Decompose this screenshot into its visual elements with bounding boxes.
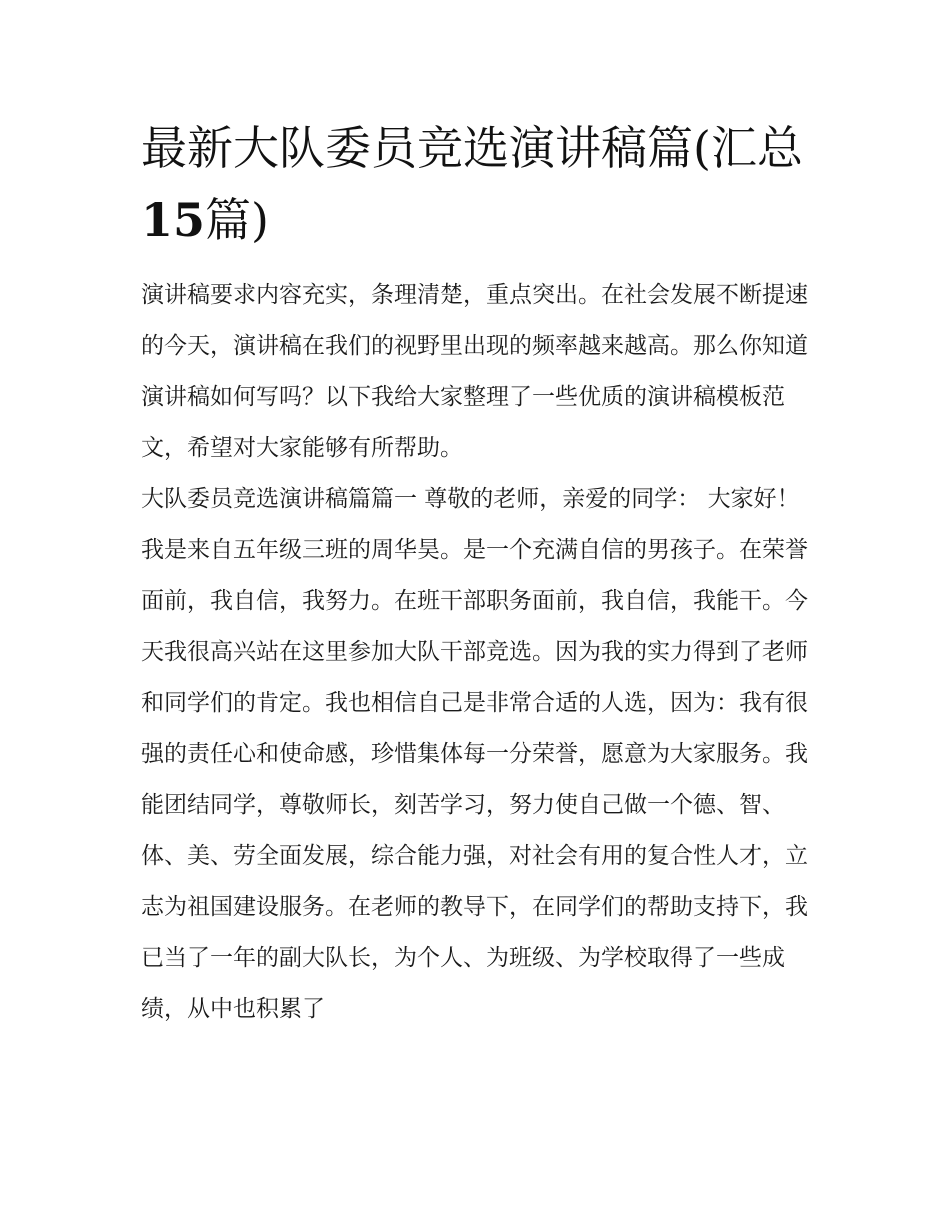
- speech-body-paragraph: 我是来自五年级三班的周华昊。是一个充满自信的男孩子。在荣誉面前，我自信，我努力。在班干部职务面前，我自信，我能干。今天我很高兴站在这里参加大队干部竞选。因为我的实力得到了老师和同学们的肯定。我也相信自己是非常合适的人选，因为：我有很强的责任心和使命感，珍惜集体每一分荣誉，愿意为大家服务。我能团结同学，尊敬师长，刻苦学习，努力使自己做一个德、智、体、美、劳全面发展，综合能力强，对社会有用的复合性人才，立志为祖国建设服务。在老师的教导下，在同学们的帮助支持下，我已当了一年的副大队长，为个人、为班级、为学校取得了一些成绩，从中也积累了: [141, 537, 808, 1022]
- document-title: 最新大队委员竞选演讲稿篇(汇总15篇): [141, 121, 803, 247]
- document-body: [141, 112, 813, 1035]
- intro-paragraph: 演讲稿要求内容充实，条理清楚，重点突出。在社会发展不断提速的今天，演讲稿在我们的视野里出现的频率越来越高。那么你知道演讲稿如何写吗？以下我给大家整理了一些优质的演讲稿模板范文，希望对大家能够有所帮助。: [141, 282, 808, 461]
- speech-heading-paragraph: 大队委员竞选演讲稿篇篇一 尊敬的老师，亲爱的同学： 大家好！: [141, 486, 800, 512]
